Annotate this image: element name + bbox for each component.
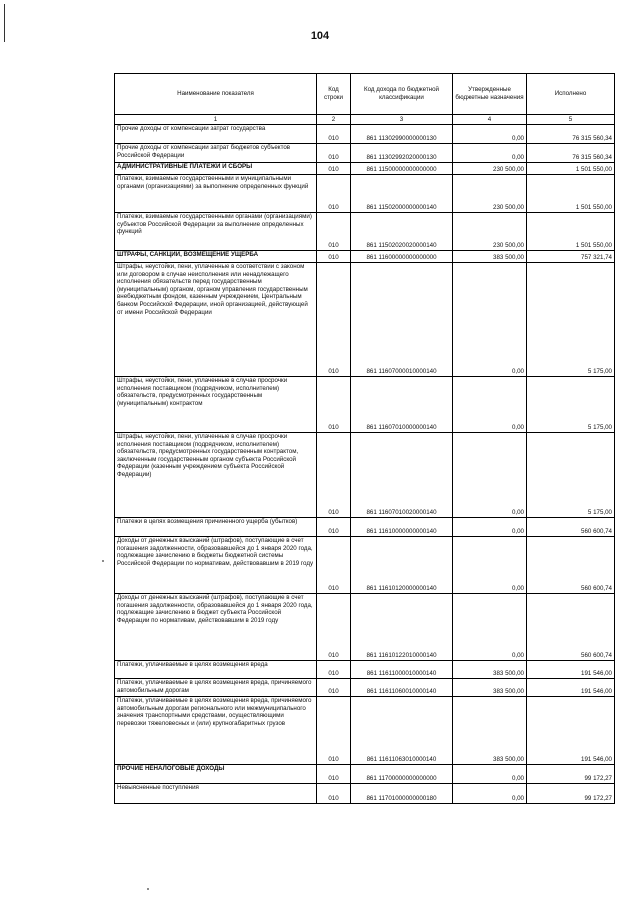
- row-executed: 1 501 550,00: [527, 213, 615, 251]
- table-row: [115, 679, 615, 697]
- row-executed: 191 546,00: [527, 679, 615, 697]
- row-approved: 230 500,00: [453, 163, 527, 175]
- row-kbk: 861 11600000000000000: [351, 251, 453, 263]
- header-approved: Утвержденные бюджетные назначения: [453, 74, 527, 115]
- column-number-row: [115, 115, 615, 125]
- row-executed: 757 321,74: [527, 251, 615, 263]
- row-code: 010: [317, 433, 351, 518]
- row-executed: 191 546,00: [527, 661, 615, 679]
- row-executed: 99 172,27: [527, 765, 615, 784]
- row-executed: 99 172,27: [527, 784, 615, 804]
- row-kbk: 861 11502020020000140: [351, 213, 453, 251]
- row-kbk: 861 11610120000000140: [351, 537, 453, 594]
- row-name: Платежи, уплачиваемые в целях возмещения вреда, причиняемого автомобильным дорогам: [115, 679, 317, 697]
- table-row: [115, 263, 615, 377]
- row-code: 010: [317, 765, 351, 784]
- row-code: 010: [317, 661, 351, 679]
- table-row: [115, 433, 615, 518]
- row-kbk: 861 11611060010000140: [351, 679, 453, 697]
- row-executed: 5 175,00: [527, 263, 615, 377]
- table-row: [115, 594, 615, 661]
- row-code: 010: [317, 537, 351, 594]
- row-kbk: 861 11500000000000000: [351, 163, 453, 175]
- table-row: [115, 163, 615, 175]
- row-name: Доходы от денежных взысканий (штрафов), поступающие в счет погашения задолженности, образовавшейся до 1 января 2020 года, подлежащие зачислению в бюджет субъекта Российской Федерации по нормативам, действовавшим в 2019 году: [115, 594, 317, 661]
- table-header-row: [115, 74, 615, 115]
- row-approved: 230 500,00: [453, 175, 527, 213]
- table-row: [115, 697, 615, 765]
- row-approved: 230 500,00: [453, 213, 527, 251]
- row-code: 010: [317, 679, 351, 697]
- row-code: 010: [317, 251, 351, 263]
- row-code: 010: [317, 163, 351, 175]
- row-code: 010: [317, 518, 351, 537]
- row-approved: 383 500,00: [453, 251, 527, 263]
- page-number: 104: [310, 30, 330, 42]
- column-number: 1: [115, 115, 317, 125]
- table-body: [115, 115, 615, 804]
- row-executed: 1 501 550,00: [527, 175, 615, 213]
- row-code: 010: [317, 213, 351, 251]
- row-name: Невыясненные поступления: [115, 784, 317, 804]
- row-kbk: 861 11700000000000000: [351, 765, 453, 784]
- row-name: Платежи, взимаемые государственными органами (организациями) субъектов Российской Федерации за выполнение определенных функций: [115, 213, 317, 251]
- table-row: [115, 213, 615, 251]
- row-executed: 76 315 560,34: [527, 125, 615, 144]
- row-approved: 0,00: [453, 784, 527, 804]
- column-number: 3: [351, 115, 453, 125]
- row-approved: 0,00: [453, 765, 527, 784]
- table-row: [115, 175, 615, 213]
- row-name: Доходы от денежных взысканий (штрафов), поступающие в счет погашения задолженности, образовавшейся до 1 января 2020 года, подлежащие зачислению в бюджеты бюджетной системы Российской Федерации по нормативам, действовавшим в 2019 году: [115, 537, 317, 594]
- column-number: 2: [317, 115, 351, 125]
- row-kbk: 861 11302992020000130: [351, 144, 453, 163]
- header-executed: Исполнено: [527, 74, 615, 115]
- scan-speck: [147, 888, 149, 890]
- row-name: ПРОЧИЕ НЕНАЛОГОВЫЕ ДОХОДЫ: [115, 765, 317, 784]
- row-kbk: 861 11502000000000140: [351, 175, 453, 213]
- table-row: [115, 125, 615, 144]
- row-executed: 5 175,00: [527, 433, 615, 518]
- row-kbk: 861 11611000010000140: [351, 661, 453, 679]
- scan-speck: [102, 560, 104, 562]
- row-kbk: 861 11610122010000140: [351, 594, 453, 661]
- row-approved: 0,00: [453, 144, 527, 163]
- table-row: [115, 518, 615, 537]
- row-name: Платежи, уплачиваемые в целях возмещения вреда: [115, 661, 317, 679]
- row-kbk: 861 11610000000000140: [351, 518, 453, 537]
- column-number: 4: [453, 115, 527, 125]
- table-row: [115, 537, 615, 594]
- row-kbk: 861 11607000010000140: [351, 263, 453, 377]
- row-approved: 383 500,00: [453, 697, 527, 765]
- row-code: 010: [317, 594, 351, 661]
- row-approved: 0,00: [453, 594, 527, 661]
- row-approved: 0,00: [453, 537, 527, 594]
- table-row: [115, 765, 615, 784]
- row-kbk: 861 11611063010000140: [351, 697, 453, 765]
- row-code: 010: [317, 263, 351, 377]
- row-name: Штрафы, неустойки, пени, уплаченные в случае просрочки исполнения поставщиком (подрядчиком, исполнителем) обязательств, предусмотренных государственным контрактом, заключенным государственным органом субъекта Российской Федерации (казенным учреждением субъекта Российской Федерации): [115, 433, 317, 518]
- row-approved: 0,00: [453, 125, 527, 144]
- row-code: 010: [317, 175, 351, 213]
- table-row: [115, 144, 615, 163]
- row-kbk: 861 11302990000000130: [351, 125, 453, 144]
- row-kbk: 861 11607010020000140: [351, 433, 453, 518]
- row-executed: 191 546,00: [527, 697, 615, 765]
- row-kbk: 861 11607010000000140: [351, 377, 453, 433]
- row-approved: 0,00: [453, 377, 527, 433]
- row-name: Прочие доходы от компенсации затрат бюджетов субъектов Российской Федерации: [115, 144, 317, 163]
- row-kbk: 861 11701000000000180: [351, 784, 453, 804]
- header-code: Код строки: [317, 74, 351, 115]
- row-executed: 1 501 550,00: [527, 163, 615, 175]
- row-code: 010: [317, 144, 351, 163]
- row-name: Платежи, уплачиваемые в целях возмещения вреда, причиняемого автомобильным дорогам регионального или межмуниципального значения транспортными средствами, осуществляющими перевозки тяжеловесных и (или) крупногабаритных грузов: [115, 697, 317, 765]
- row-name: Штрафы, неустойки, пени, уплаченные в случае просрочки исполнения поставщиком (подрядчиком, исполнителем) обязательств, предусмотренных государственным (муниципальным) контрактом: [115, 377, 317, 433]
- row-executed: 5 175,00: [527, 377, 615, 433]
- row-approved: 383 500,00: [453, 679, 527, 697]
- table-row: [115, 661, 615, 679]
- row-name: АДМИНИСТРАТИВНЫЕ ПЛАТЕЖИ И СБОРЫ: [115, 163, 317, 175]
- row-code: 010: [317, 377, 351, 433]
- table-row: [115, 784, 615, 804]
- row-approved: 0,00: [453, 433, 527, 518]
- row-executed: 560 600,74: [527, 594, 615, 661]
- row-name: Платежи, взимаемые государственными и муниципальными органами (организациями) за выполнение определенных функций: [115, 175, 317, 213]
- row-name: Платежи в целях возмещения причиненного ущерба (убытков): [115, 518, 317, 537]
- row-executed: 76 315 560,34: [527, 144, 615, 163]
- row-executed: 560 600,74: [527, 518, 615, 537]
- row-name: ШТРАФЫ, САНКЦИИ, ВОЗМЕЩЕНИЕ УЩЕРБА: [115, 251, 317, 263]
- revenue-table: [114, 73, 615, 804]
- column-number: 5: [527, 115, 615, 125]
- table-row: [115, 251, 615, 263]
- row-code: 010: [317, 784, 351, 804]
- row-executed: 560 600,74: [527, 537, 615, 594]
- table-row: [115, 377, 615, 433]
- row-approved: 0,00: [453, 263, 527, 377]
- header-name: Наименование показателя: [115, 74, 317, 115]
- row-name: Штрафы, неустойки, пени, уплаченные в соответствии с законом или договором в случае неисполнения или ненадлежащего исполнения обязательств перед государственным (муниципальным) органом, органом управления государственным внебюджетным фондом, казенным учреждением, Центральным банком Российской Федерации, иной организацией, действующей от имени Российской Федерации: [115, 263, 317, 377]
- row-approved: 0,00: [453, 518, 527, 537]
- header-kbk: Код дохода по бюджетной классификации: [351, 74, 453, 115]
- row-approved: 383 500,00: [453, 661, 527, 679]
- row-code: 010: [317, 125, 351, 144]
- row-code: 010: [317, 697, 351, 765]
- row-name: Прочие доходы от компенсации затрат государства: [115, 125, 317, 144]
